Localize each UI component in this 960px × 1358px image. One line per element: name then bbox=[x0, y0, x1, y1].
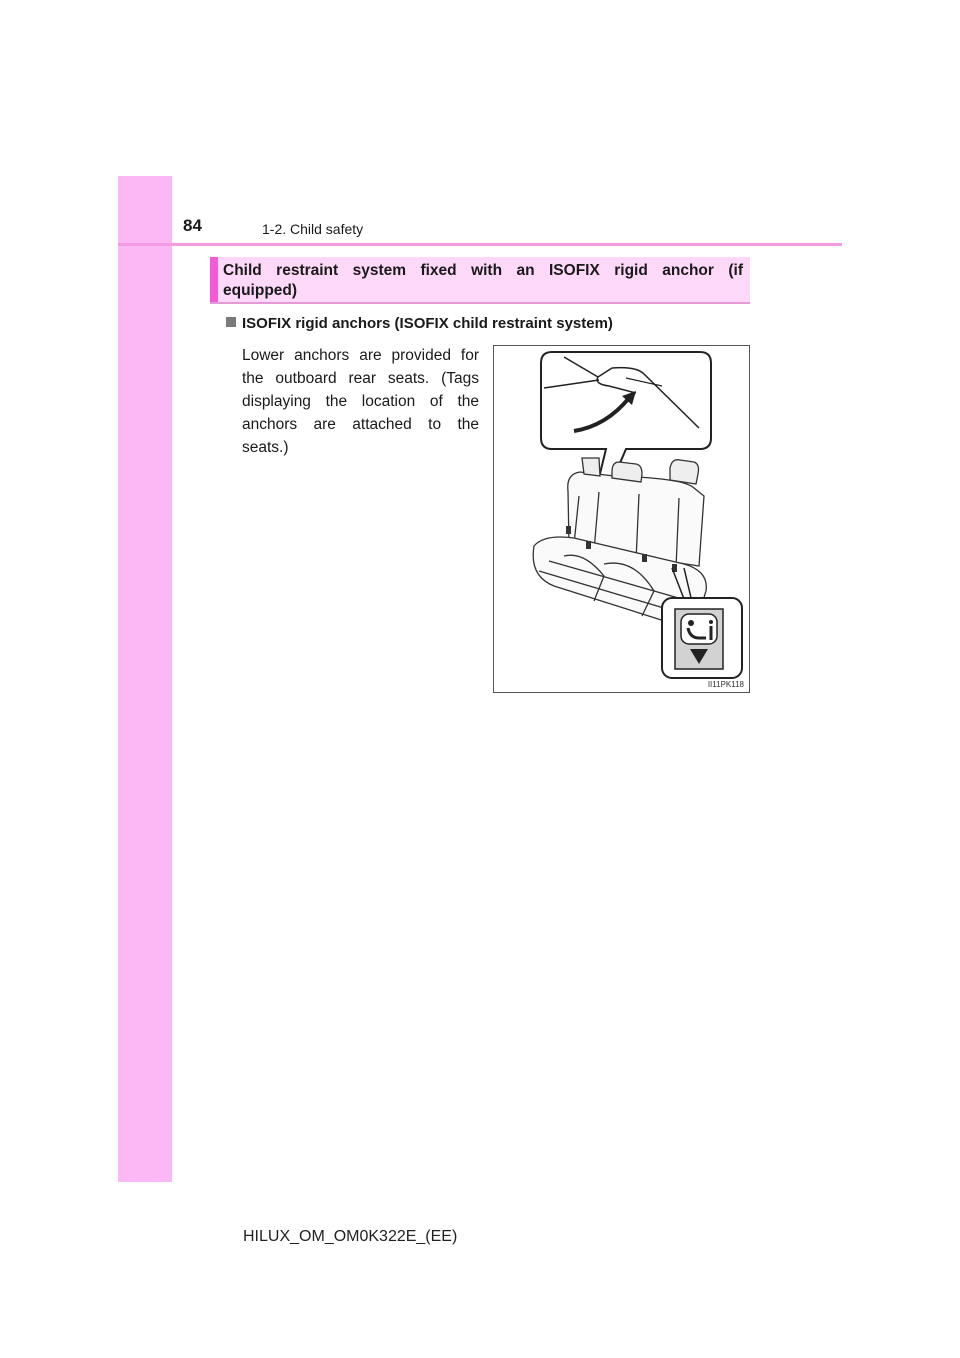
section-heading: Child restraint system fixed with an ISOFIX rigid anchor (if equipped) bbox=[223, 262, 743, 299]
bullet-square-icon bbox=[226, 317, 236, 327]
figure-code: II11PK118 bbox=[707, 680, 744, 689]
isofix-tag-icon bbox=[662, 598, 742, 678]
subheading bbox=[226, 315, 613, 332]
page-number: 84 bbox=[183, 216, 202, 235]
chapter-side-tab bbox=[118, 176, 172, 1182]
subheading-text: ISOFIX rigid anchors (ISOFIX child restraint system) bbox=[242, 315, 613, 332]
body-paragraph: Lower anchors are provided for the outboard rear seats. (Tags displaying the location of the anchors are attached to the seats.) bbox=[242, 347, 479, 456]
heading-accent-bar bbox=[210, 257, 218, 302]
section-heading-box bbox=[210, 257, 750, 304]
header-divider bbox=[118, 243, 842, 246]
rear-seat-illustration bbox=[494, 346, 749, 692]
section-title: 1-2. Child safety bbox=[262, 221, 364, 237]
document-footer: HILUX_OM_OM0K322E_(EE) bbox=[243, 1228, 458, 1245]
seat-anchor-figure bbox=[493, 345, 750, 693]
